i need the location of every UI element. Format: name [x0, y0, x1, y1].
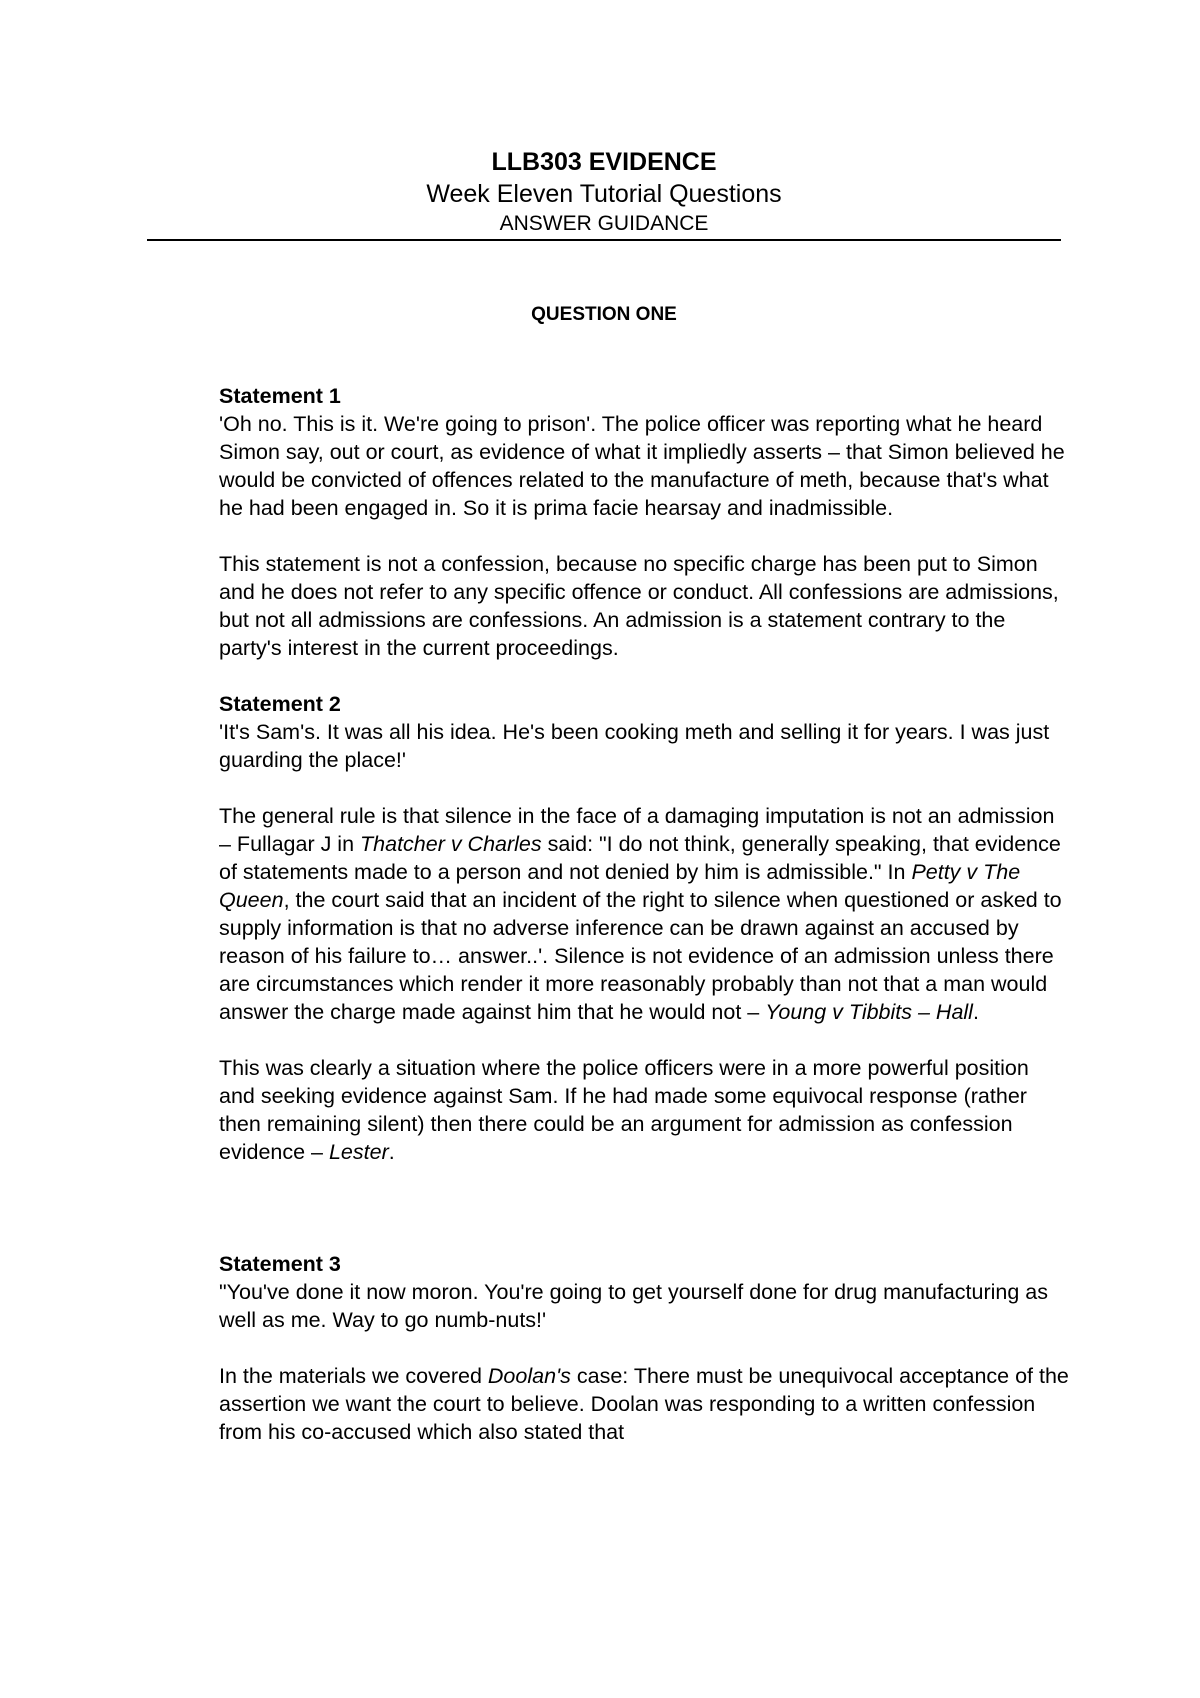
text-run: This was clearly a situation where the police officers were in a more powerful position and seeking evidence against Sam. If he had made some equivocal response (rather then remaining silent) then there could be an argument for admission as confession evidence – — [219, 1056, 1029, 1164]
statement-2-heading: Statement 2 — [219, 692, 341, 716]
case-name-petty: Petty v The Queen — [219, 860, 1021, 912]
text-run: case: There must be unequivocal acceptance of the assertion we want the court to believe. Doolan was responding to a written confession from his co-accused which also stated that — [219, 1364, 1069, 1444]
statement-3-paragraph — [219, 1362, 1069, 1446]
text-run: , the court said that an incident of the right to silence when questioned or asked to supply information is that no adverse inference can be drawn against an accused by reason of his failure to… answer..'. Silence is not evidence of an admission unless there are circumstances which render it more reasonably probably than not that a man would answer the charge made against him that he would not – — [219, 888, 1062, 1024]
text-run: . — [972, 1000, 979, 1024]
text-run: In the materials we covered — [219, 1364, 488, 1388]
case-name-doolan: Doolan's — [487, 1364, 571, 1388]
question-heading: QUESTION ONE — [531, 304, 677, 325]
course-title: LLB303 EVIDENCE — [491, 148, 717, 176]
text-run: The general rule is that silence in the face of a damaging imputation is not an admission – Fullagar J in — [219, 804, 1055, 856]
text-run: . — [388, 1140, 395, 1164]
statement-1-paragraph: 'Oh no. This is it. We're going to prison'. The police officer was reporting what he heard Simon say, out or court, as evidence of what it impliedly asserts – that Simon believed he would be convicted of offences related to the manufacture of meth, because that's what he had been engaged in. So it is prima facie hearsay and inadmissible. — [219, 412, 1065, 520]
case-name-thatcher: Thatcher v Charles — [360, 832, 542, 856]
case-name-lester: Lester — [328, 1140, 389, 1164]
answer-guidance-label: ANSWER GUIDANCE — [499, 212, 709, 235]
statement-1-paragraph-2: This statement is not a confession, because no specific charge has been put to Simon and he does not refer to any specific offence or conduct. All confessions are admissions, but not all admissions are confessions. An admission is a statement contrary to the party's interest in the current proceedings. — [219, 552, 1059, 660]
text-run: said: "I do not think, generally speaking, that evidence of statements made to a person and not denied by him is admissible." In — [219, 832, 1061, 884]
document-subtitle: Week Eleven Tutorial Questions — [426, 180, 782, 208]
statement-3-quote: "You've done it now moron. You're going to get yourself done for drug manufacturing as well as me. Way to go numb-nuts!' — [219, 1280, 1049, 1332]
document-header — [147, 146, 1061, 238]
case-name-young: Young v Tibbits – Hall — [765, 1000, 973, 1024]
statement-2-paragraph-2 — [219, 1054, 1069, 1166]
statement-3-heading: Statement 3 — [219, 1252, 341, 1276]
statement-2-quote: 'It's Sam's. It was all his idea. He's been cooking meth and selling it for years. I was just guarding the place!' — [219, 720, 1050, 772]
document-body — [219, 382, 1069, 1446]
statement-2-paragraph — [219, 802, 1069, 1026]
statement-1-heading: Statement 1 — [219, 384, 341, 408]
header-divider — [147, 239, 1061, 241]
